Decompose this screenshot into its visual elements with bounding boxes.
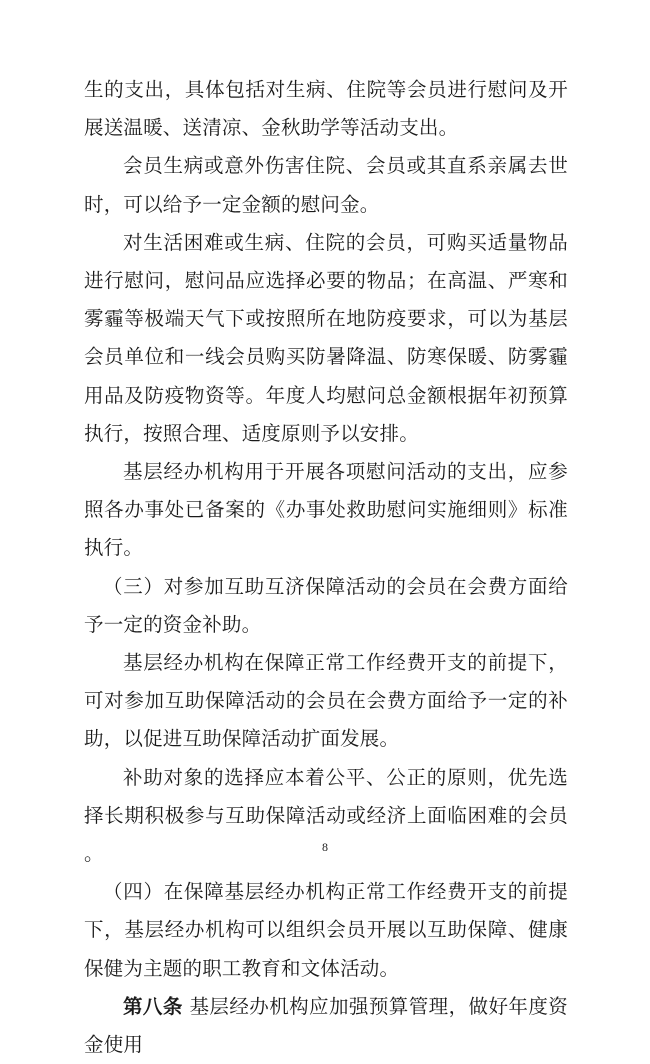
article-text: 基层经办机构应加强预算管理，做好年度资金使用 xyxy=(84,994,568,1057)
paragraph-item-four: （四）在保障基层经办机构正常工作经费开支的前提下，基层经办机构可以组织会员开展以互助保障、健康保健为主题的职工教育和文体活动。 xyxy=(84,880,568,980)
paragraph-item-three: （三）对参加互助互济保障活动的会员在会费方面给予一定的资金补助。 xyxy=(84,574,568,636)
paragraph-condolence-items: 对生活困难或生病、住院的会员，可购买适量物品进行慰问，慰问品应选择必要的物品；在高温、严寒和雾霾等极端天气下或按照所在地防疫要求，可以为基层会员单位和一线会员购买防暑降温、防寒保暖、防雾霾用品及防疫物资等。年度人均慰问总金额根据年初预算执行，按照合理、适度原则予以安排。 xyxy=(84,230,568,445)
article-label: 第八条 xyxy=(123,994,183,1018)
paragraph-subsidy-targets: 补助对象的选择应本着公平、公正的原则，优先选择长期积极参与互助保障活动或经济上面临困难的会员。 xyxy=(84,765,568,866)
paragraph-fee-subsidy: 基层经办机构在保障正常工作经费开支的前提下，可对参加互助保障活动的会员在会费方面给予一定的补助，以促进互助保障活动扩面发展。 xyxy=(84,651,568,751)
paragraph-condolence-standard: 基层经办机构用于开展各项慰问活动的支出，应参照各办事处已备案的《办事处救助慰问实施细则》标准执行。 xyxy=(84,460,568,560)
page-number: 8 xyxy=(322,840,328,854)
document-body xyxy=(84,71,568,1064)
paragraph-condolence-money: 会员生病或意外伤害住院、会员或其直系亲属去世时，可以给予一定金额的慰问金。 xyxy=(84,154,568,216)
paragraph-continuation: 生的支出，具体包括对生病、住院等会员进行慰问及开展送温暖、送清凉、金秋助学等活动支出。 xyxy=(84,78,568,140)
paragraph-article-eight xyxy=(84,988,568,1064)
